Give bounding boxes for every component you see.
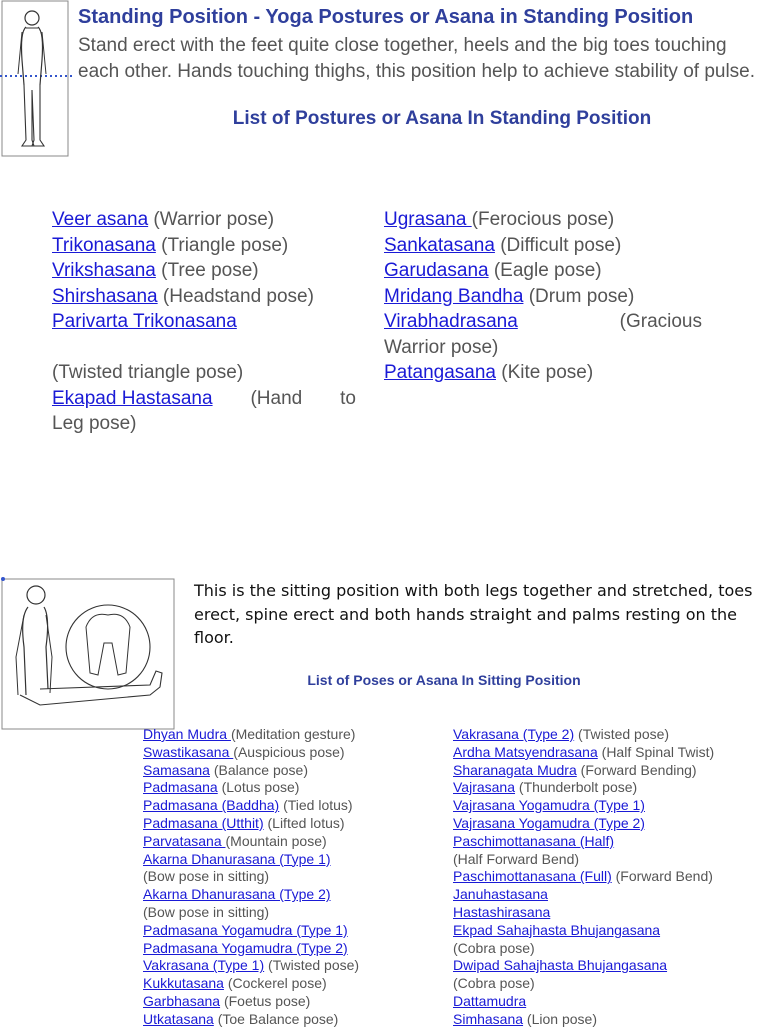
asana-link[interactable]: Paschimottanasana (Half) <box>453 832 615 849</box>
asana-link[interactable]: Ugrasana <box>384 209 472 230</box>
asana-link[interactable]: Dattamudra <box>453 992 527 1009</box>
list-item <box>52 233 356 259</box>
standing-list-left <box>52 207 356 437</box>
asana-desc: (Hand <box>250 387 303 409</box>
standing-list-title: List of Postures or Asana In Standing Position <box>232 108 652 129</box>
asana-desc: (Balance pose) <box>209 761 308 778</box>
standing-list-right <box>384 207 702 386</box>
asana-link[interactable]: Swastikasana <box>143 743 234 760</box>
asana-link[interactable]: Dwipad Sahajhasta Bhujangasana <box>453 957 668 974</box>
list-item <box>453 975 763 993</box>
asana-link[interactable]: Akarna Dhanurasana (Type 1) <box>143 850 331 867</box>
list-item <box>453 886 763 904</box>
list-item <box>143 975 443 993</box>
list-item <box>453 726 763 744</box>
asana-link[interactable]: Utkatasana <box>143 1010 214 1027</box>
list-item <box>143 904 443 922</box>
asana-link[interactable]: Dhyan Mudra <box>143 726 231 742</box>
list-item <box>453 993 763 1011</box>
list-item <box>52 386 356 412</box>
sitting-list-right <box>453 726 763 1029</box>
asana-desc: (Gracious <box>619 311 702 332</box>
asana-desc: (Bow pose in sitting) <box>143 903 270 920</box>
list-item <box>453 940 763 958</box>
list-item <box>453 922 763 940</box>
list-item <box>384 360 702 386</box>
list-item <box>453 779 763 797</box>
sitting-figure-illustration <box>0 577 176 731</box>
list-item <box>453 904 763 922</box>
asana-link[interactable]: Vajrasana Yogamudra (Type 1) <box>453 797 645 814</box>
list-item <box>143 779 443 797</box>
list-item <box>384 258 702 284</box>
asana-link[interactable]: Vajrasana Yogamudra (Type 2) <box>453 814 645 831</box>
asana-link[interactable]: Trikonasana <box>52 234 156 256</box>
asana-link[interactable]: Garbhasana <box>143 992 221 1009</box>
list-item <box>453 815 763 833</box>
sitting-description: This is the sitting position with both legs together and stretched, toes erect, spine erect and both hands straight and palms resting on the floor. <box>194 581 753 647</box>
asana-link[interactable]: Vajrasana <box>453 779 516 796</box>
asana-desc: (Bow pose in sitting) <box>143 868 270 885</box>
asana-desc: (Lotus pose) <box>217 779 300 796</box>
asana-desc: (Cobra pose) <box>453 939 535 956</box>
asana-desc: (Mountain pose) <box>225 832 327 849</box>
asana-link[interactable]: Akarna Dhanurasana (Type 2) <box>143 886 331 903</box>
asana-link[interactable]: Mridang Bandha <box>384 285 524 307</box>
asana-link[interactable]: Padmasana Yogamudra (Type 2) <box>143 939 348 956</box>
asana-link[interactable]: Sharanagata Mudra <box>453 761 577 778</box>
list-item <box>453 797 763 815</box>
list-item <box>143 886 443 904</box>
asana-desc: (Thunderbolt pose) <box>515 779 638 796</box>
asana-link[interactable]: Sankatasana <box>384 234 495 256</box>
asana-desc: (Difficult pose) <box>494 234 622 256</box>
sitting-list-left <box>143 726 443 1029</box>
asana-desc: (Meditation gesture) <box>230 726 356 742</box>
asana-link[interactable]: Vrikshasana <box>52 260 156 281</box>
standing-figure-illustration <box>0 0 72 158</box>
list-item <box>384 207 702 233</box>
asana-desc: (Forward Bend) <box>611 868 713 885</box>
asana-desc: (Twisted pose) <box>574 726 670 742</box>
list-item <box>143 868 443 886</box>
asana-link[interactable]: Vakrasana (Type 1) <box>143 957 265 974</box>
list-item <box>453 1011 763 1029</box>
asana-desc: (Auspicious pose) <box>233 743 345 760</box>
asana-link[interactable]: Kukkutasana <box>143 975 224 992</box>
list-item <box>143 922 443 940</box>
list-item <box>143 797 443 815</box>
asana-desc: (Toe Balance pose) <box>213 1010 339 1027</box>
list-item <box>143 1011 443 1029</box>
asana-desc: Leg pose) <box>52 413 137 434</box>
asana-link[interactable]: Hastashirasana <box>453 903 551 920</box>
asana-desc: (Lion pose) <box>523 1010 597 1027</box>
asana-link[interactable]: Ekpad Sahajhasta Bhujangasana <box>453 921 661 938</box>
list-item <box>384 233 702 259</box>
asana-desc: (Tree pose) <box>155 260 259 281</box>
asana-desc: (Ferocious pose) <box>471 209 615 230</box>
list-item <box>143 993 443 1011</box>
list-item <box>453 868 763 886</box>
asana-desc: (Headstand pose) <box>157 285 314 307</box>
asana-desc: (Tied lotus) <box>279 797 353 814</box>
list-item <box>52 207 356 233</box>
list-item <box>453 851 763 869</box>
list-item <box>143 833 443 851</box>
asana-link[interactable]: Parivarta Trikonasana <box>52 311 237 332</box>
list-item <box>143 815 443 833</box>
sitting-list-title: List of Poses or Asana In Sitting Position <box>307 672 581 688</box>
asana-desc: (Forward Bending) <box>576 761 697 778</box>
list-item <box>453 762 763 780</box>
asana-link[interactable]: Simhasana <box>453 1010 524 1027</box>
asana-link[interactable]: Ardha Matsyendrasana <box>453 743 598 760</box>
asana-link[interactable]: Padmasana (Utthit) <box>143 814 264 831</box>
standing-title: Standing Position - Yoga Postures or Asana in Standing Position <box>78 6 694 28</box>
list-item <box>453 957 763 975</box>
list-item <box>52 258 356 284</box>
standing-description: Stand erect with the feet quite close together, heels and the big toes touching each other. Hands touching thighs, this position help to achieve stability of pulse. <box>78 35 756 82</box>
asana-desc: (Eagle pose) <box>488 260 602 281</box>
asana-desc: (Twisted pose) <box>264 957 360 974</box>
asana-link[interactable]: Padmasana Yogamudra (Type 1) <box>143 921 348 938</box>
list-item <box>143 851 443 869</box>
asana-link[interactable]: Garudasana <box>384 260 489 281</box>
list-item <box>453 744 763 762</box>
list-item <box>384 309 702 335</box>
list-item <box>52 284 356 310</box>
asana-link[interactable]: Shirshasana <box>52 285 158 307</box>
asana-desc: (Warrior pose) <box>148 209 275 230</box>
asana-link[interactable]: Ekapad Hastasana <box>52 387 213 409</box>
list-item <box>143 726 443 744</box>
asana-link[interactable]: Samasana <box>143 761 210 778</box>
asana-desc: (Cockerel pose) <box>223 975 327 992</box>
asana-desc: (Drum pose) <box>523 285 635 307</box>
list-item <box>143 957 443 975</box>
asana-link[interactable]: Vakrasana (Type 2) <box>453 726 575 742</box>
list-item <box>384 284 702 310</box>
list-item <box>143 940 443 958</box>
list-item <box>52 309 356 335</box>
list-item <box>453 833 763 851</box>
asana-link[interactable]: Patangasana <box>384 362 496 383</box>
asana-desc: (Triangle pose) <box>155 234 289 256</box>
asana-desc: (Half Spinal Twist) <box>597 743 715 760</box>
list-item <box>143 744 443 762</box>
asana-desc: (Kite pose) <box>496 362 594 383</box>
asana-link[interactable]: Januhastasana <box>453 886 548 903</box>
asana-desc: (Cobra pose) <box>453 975 535 992</box>
asana-link[interactable]: Virabhadrasana <box>384 311 518 332</box>
asana-link[interactable]: Padmasana <box>143 779 218 796</box>
list-item <box>143 762 443 780</box>
list-item-desc: (Twisted triangle pose) <box>52 362 244 383</box>
asana-desc: (Lifted lotus) <box>263 814 345 831</box>
asana-link[interactable]: Padmasana (Baddha) <box>143 797 280 814</box>
asana-desc: to <box>340 387 356 409</box>
asana-desc: (Foetus pose) <box>220 992 311 1009</box>
asana-link[interactable]: Veer asana <box>52 209 149 230</box>
asana-desc: (Half Forward Bend) <box>453 850 580 867</box>
asana-link[interactable]: Parvatasana <box>143 832 226 849</box>
asana-desc: Warrior pose) <box>384 336 499 358</box>
asana-link[interactable]: Paschimottanasana (Full) <box>453 868 612 885</box>
